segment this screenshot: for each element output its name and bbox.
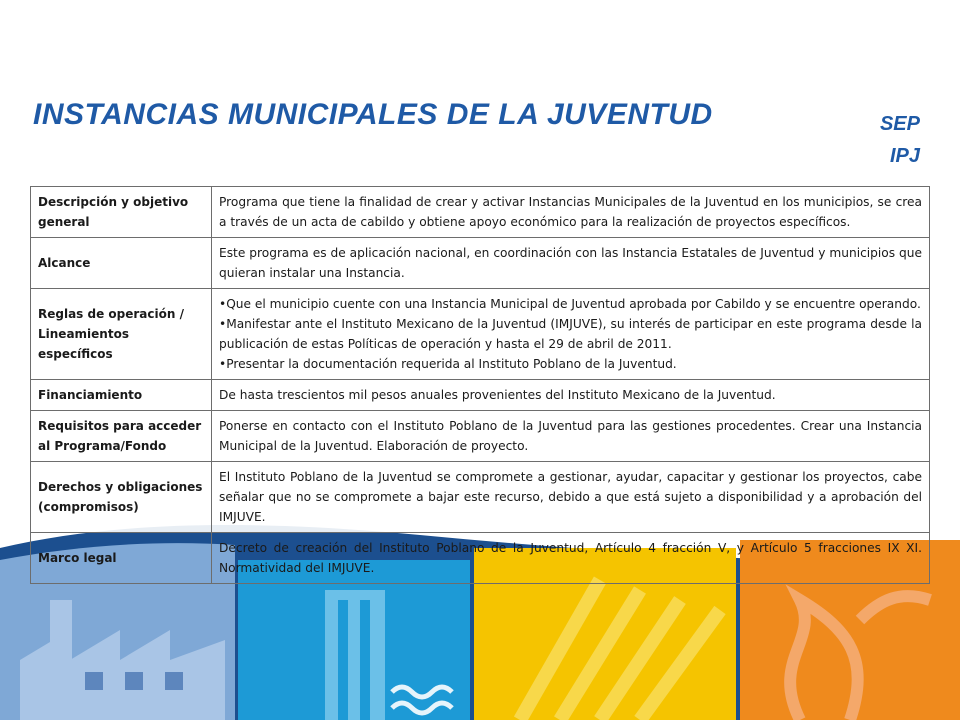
table-row [31,289,930,380]
row-label: Derechos y obligaciones (compromisos) [31,462,212,533]
row-label: Alcance [31,238,212,289]
row-content: De hasta trescientos mil pesos anuales provenientes del Instituto Mexicano de la Juventud. [212,380,930,411]
row-content [212,289,930,380]
row-content: Este programa es de aplicación nacional, en coordinación con las Instancia Estatales de Juventud y municipios que quieran instalar una Instancia. [212,238,930,289]
row-content: Decreto de creación del Instituto Poblano de la Juventud, Artículo 4 fracción V, y Artículo 5 fracciones IX XI. Normatividad del IMJUVE. [212,533,930,584]
row-content: Ponerse en contacto con el Instituto Poblano de la Juventud para las gestiones procedentes. Crear una Instancia Municipal de la Juventud. Elaboración de proyecto. [212,411,930,462]
row-label: Marco legal [31,533,212,584]
page-title: INSTANCIAS MUNICIPALES DE LA JUVENTUD [33,98,713,131]
org-label-sep: SEP [879,113,920,135]
table-row [31,462,930,533]
row-label: Financiamiento [31,380,212,411]
row-label: Requisitos para acceder al Programa/Fondo [31,411,212,462]
org-labels [880,108,920,172]
bullet-item: • Presentar la documentación requerida al Instituto Poblano de la Juventud. [219,354,922,374]
row-label: Descripción y objetivo general [31,187,212,238]
row-content: Programa que tiene la finalidad de crear y activar Instancias Municipales de la Juventud en los municipios, se crea a través de un acta de cabildo y obtiene apoyo económico para la realización de proyectos específicos. [212,187,930,238]
table-row [31,380,930,411]
table-row [31,187,930,238]
table-row [31,411,930,462]
bullet-item: • Manifestar ante el Instituto Mexicano de la Juventud (IMJUVE), su interés de participar en este programa desde la publicación de estas Políticas de operación y hasta el 29 de abril de 2011. [219,314,922,354]
bullet-item: • Que el municipio cuente con una Instancia Municipal de Juventud aprobada por Cabildo y se encuentre operando. [219,294,922,314]
row-label: Reglas de operación / Lineamientos específicos [31,289,212,380]
program-info-table [30,186,930,584]
row-content: El Instituto Poblano de la Juventud se compromete a gestionar, ayudar, capacitar y gestionar los proyectos, cabe señalar que no se compromete a bajar este recurso, debido a que está sujeto a disponibilidad y a aprobación del IMJUVE. [212,462,930,533]
table-row [31,533,930,584]
table-row [31,238,930,289]
org-label-ipj: IPJ [889,145,920,167]
tower-icon [325,590,385,720]
